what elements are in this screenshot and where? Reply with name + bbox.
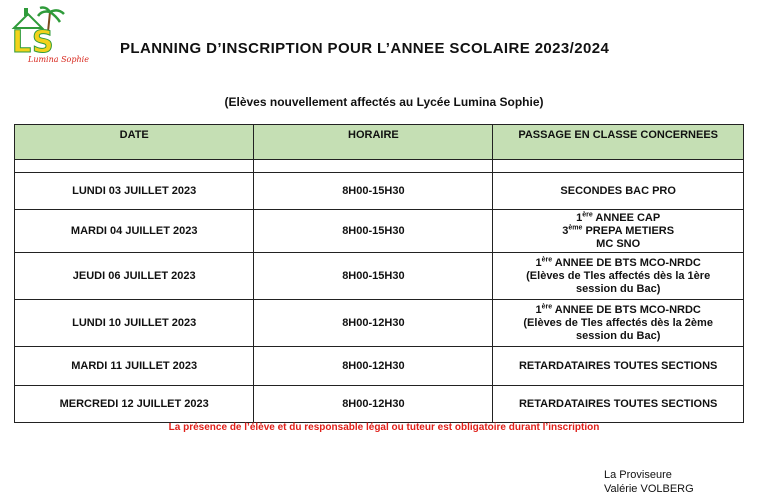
page-subtitle: (Elèves nouvellement affectés au Lycée Lumina Sophie) (224, 95, 544, 109)
school-logo (10, 6, 89, 64)
cell-horaire: 8H00-15H30 (254, 173, 493, 210)
cell-date: LUNDI 10 JUILLET 2023 (15, 300, 254, 347)
cell-passage (493, 300, 744, 347)
svg-text:L: L (12, 25, 32, 60)
page-title: PLANNING D’INSCRIPTION POUR L’ANNEE SCOLAIRE 2023/2024 (120, 40, 610, 57)
passage-line: MC SNO (596, 237, 641, 250)
svg-text:Lumina Sophie: Lumina Sophie (28, 55, 89, 64)
signature-role: La Proviseure (604, 469, 672, 481)
cell-horaire: 8H00-15H30 (254, 210, 493, 253)
header-date: DATE (15, 125, 254, 160)
passage-line: 1ère ANNEE DE BTS MCO-NRDC (535, 255, 701, 269)
passage-line: 1ère ANNEE CAP (576, 210, 661, 224)
cell-horaire: 8H00-12H30 (254, 300, 493, 347)
table-row (15, 386, 744, 423)
cell-date: LUNDI 03 JUILLET 2023 (15, 173, 254, 210)
table-row (15, 300, 744, 347)
cell-horaire: 8H00-12H30 (254, 386, 493, 423)
passage-line: 1ère ANNEE DE BTS MCO-NRDC (535, 302, 701, 316)
table-row (15, 210, 744, 253)
cell-horaire: 8H00-15H30 (254, 253, 493, 300)
cell-passage: RETARDATAIRES TOUTES SECTIONS (493, 386, 744, 423)
passage-line: session du Bac) (576, 282, 661, 295)
signature-block (604, 468, 694, 496)
table-row (15, 253, 744, 300)
header-horaire: HORAIRE (254, 125, 493, 160)
passage-line: (Elèves de Tles affectés dès la 2ème (523, 316, 713, 329)
table-row (15, 347, 744, 386)
logo-image (10, 6, 89, 64)
cell-date: MARDI 11 JUILLET 2023 (15, 347, 254, 386)
attendance-notice: La présence de l’élève et du responsable légal ou tuteur est obligatoire durant l’inscription (168, 422, 600, 433)
cell-date: MARDI 04 JUILLET 2023 (15, 210, 254, 253)
passage-line: (Elèves de Tles affectés dès la 1ère (526, 269, 711, 282)
table-spacer (15, 160, 744, 173)
table-header-row (15, 125, 744, 160)
cell-passage (493, 210, 744, 253)
header-passage: PASSAGE EN CLASSE CONCERNEES (493, 125, 744, 160)
svg-text:S: S (32, 25, 54, 60)
planning-table (14, 124, 744, 423)
cell-date: JEUDI 06 JUILLET 2023 (15, 253, 254, 300)
cell-passage (493, 253, 744, 300)
cell-passage: RETARDATAIRES TOUTES SECTIONS (493, 347, 744, 386)
cell-date: MERCREDI 12 JUILLET 2023 (15, 386, 254, 423)
table-row (15, 173, 744, 210)
cell-passage: SECONDES BAC PRO (493, 173, 744, 210)
cell-horaire: 8H00-12H30 (254, 347, 493, 386)
passage-line: session du Bac) (576, 329, 661, 342)
passage-line: 3ème PREPA METIERS (562, 223, 675, 237)
signature-name: Valérie VOLBERG (604, 483, 694, 495)
